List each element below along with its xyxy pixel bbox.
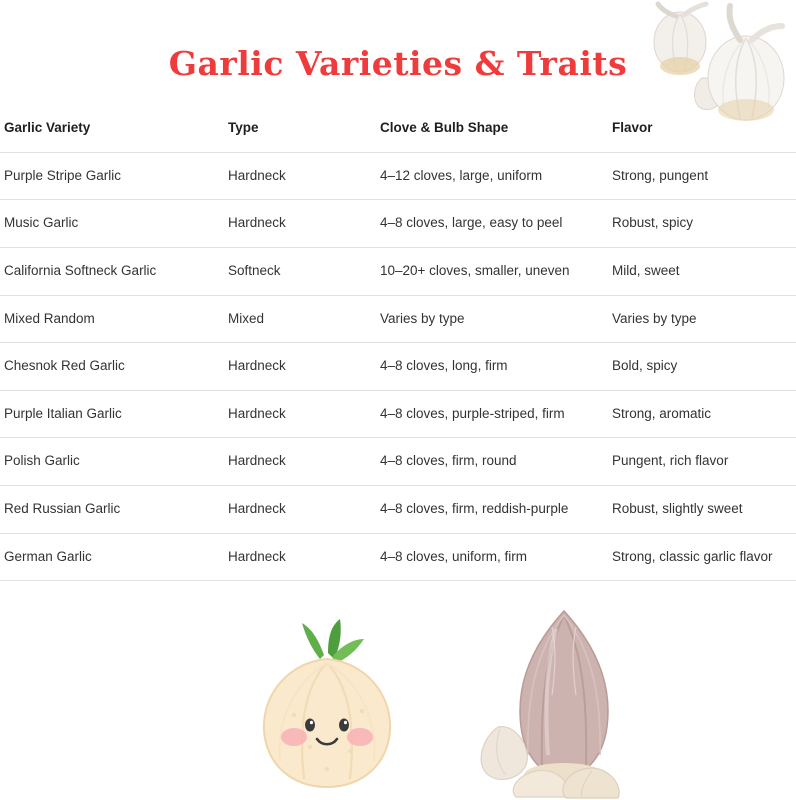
page-title: Garlic Varieties & Traits <box>168 44 628 83</box>
cell-shape: 4–8 cloves, long, firm <box>380 358 508 374</box>
cell-shape: Varies by type <box>380 310 465 326</box>
table-row <box>0 248 796 296</box>
column-header-shape: Clove & Bulb Shape <box>380 120 509 135</box>
cell-type: Hardneck <box>228 548 286 564</box>
cell-flavor: Strong, aromatic <box>612 405 712 421</box>
cell-type: Hardneck <box>228 501 286 516</box>
cell-flavor: Robust, slightly sweet <box>612 501 743 516</box>
cell-shape: 4–12 cloves, large, uniform <box>380 167 543 183</box>
cell-shape: 10–20+ cloves, smaller, uneven <box>380 262 570 278</box>
table-row <box>0 486 796 534</box>
cell-variety: Music Garlic <box>4 215 79 231</box>
garlic-varieties-table <box>0 110 796 581</box>
cell-shape: 4–8 cloves, uniform, firm <box>380 548 528 564</box>
cell-flavor: Mild, sweet <box>612 262 680 278</box>
cell-type: Hardneck <box>228 405 286 421</box>
table-row <box>0 391 796 439</box>
cell-variety: Mixed Random <box>4 310 95 326</box>
cell-variety: Polish Garlic <box>4 453 80 469</box>
cell-type: Mixed <box>228 310 265 326</box>
table-row <box>0 438 796 486</box>
cell-type: Hardneck <box>228 358 286 374</box>
table-row <box>0 534 796 582</box>
cell-flavor: Pungent, rich flavor <box>612 453 729 469</box>
column-header-flavor: Flavor <box>612 120 653 135</box>
cell-flavor: Varies by type <box>612 310 697 326</box>
cell-type: Softneck <box>228 262 281 278</box>
table-row <box>0 343 796 391</box>
cell-variety: German Garlic <box>4 548 92 564</box>
cell-variety: California Softneck Garlic <box>4 262 157 278</box>
cell-type: Hardneck <box>228 215 286 231</box>
cell-type: Hardneck <box>228 453 286 469</box>
cell-shape: 4–8 cloves, firm, round <box>380 453 517 469</box>
cell-flavor: Robust, spicy <box>612 215 694 231</box>
cell-variety: Purple Stripe Garlic <box>4 167 122 183</box>
cell-variety: Chesnok Red Garlic <box>4 358 125 374</box>
table-row <box>0 200 796 248</box>
cell-flavor: Strong, pungent <box>612 167 709 183</box>
cell-shape: 4–8 cloves, large, easy to peel <box>380 215 563 231</box>
cell-type: Hardneck <box>228 167 286 183</box>
cute-garlic-character-illustration <box>232 619 422 794</box>
garlic-bulb-illustration <box>452 605 672 800</box>
cell-flavor: Strong, classic garlic flavor <box>612 548 773 564</box>
column-header-variety: Garlic Variety <box>4 120 91 135</box>
cell-shape: 4–8 cloves, firm, reddish-purple <box>380 501 569 516</box>
table-row <box>0 153 796 201</box>
cell-shape: 4–8 cloves, purple-striped, firm <box>380 405 565 421</box>
cell-variety: Purple Italian Garlic <box>4 405 122 421</box>
cell-flavor: Bold, spicy <box>612 358 678 374</box>
table-row <box>0 296 796 344</box>
cell-variety: Red Russian Garlic <box>4 501 121 516</box>
table-header-row <box>0 110 796 153</box>
column-header-type: Type <box>228 120 259 135</box>
